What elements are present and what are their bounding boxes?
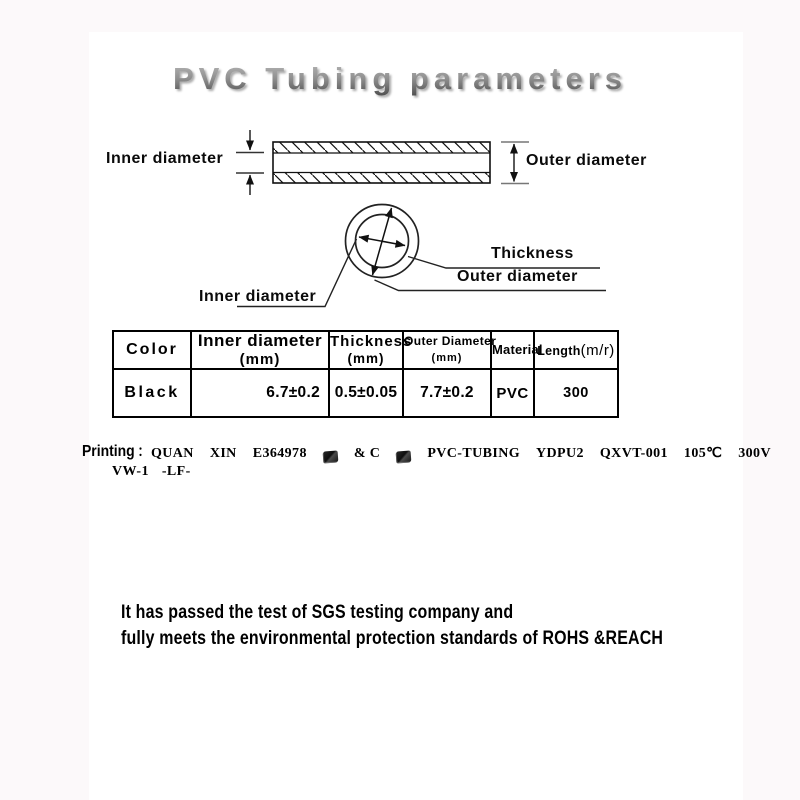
spec-table	[112, 330, 619, 418]
cross-section-inner-diameter-label: Inner diameter	[199, 288, 317, 305]
printing-token: XIN	[209, 446, 237, 461]
printing-token: PVC-TUBING	[427, 446, 520, 461]
spec-table-data-row	[113, 369, 618, 417]
spec-table-header-row	[113, 331, 618, 369]
printing-token: QUAN	[151, 446, 194, 461]
printing-text-line1	[151, 445, 771, 462]
ul-logo-icon	[322, 450, 338, 463]
printing-token: 300V	[738, 446, 771, 461]
cross-section-outer-diameter-label: Outer diameter	[457, 268, 578, 285]
header-outer-diameter: Outer Diameter (mm)	[403, 331, 491, 369]
cell-length: 300	[534, 369, 618, 417]
cell-thickness: 0.5±0.05	[329, 369, 403, 417]
certification-text	[121, 600, 663, 652]
cell-color: Black	[113, 369, 191, 417]
printing-token: QXVT-001	[599, 446, 668, 461]
header-inner-diameter: Inner diameter (mm)	[191, 331, 329, 369]
header-color: Color	[113, 331, 191, 369]
printing-token: 105℃	[683, 446, 723, 461]
cell-material: PVC	[491, 369, 534, 417]
printing-token: -LF-	[161, 464, 191, 479]
ul-logo-icon	[396, 450, 412, 463]
tube-outer-diameter-label: Outer diameter	[526, 152, 647, 169]
printing-token: E364978	[252, 446, 307, 461]
certification-line2: fully meets the environmental protection standards of ROHS &REACH	[121, 628, 664, 649]
cell-outer-diameter: 7.7±0.2	[403, 369, 491, 417]
header-thickness: Thickness (mm)	[329, 331, 403, 369]
printing-token: & C	[353, 446, 381, 461]
cell-inner-diameter: 6.7±0.2	[191, 369, 329, 417]
cross-section-thickness-label: Thickness	[491, 245, 574, 262]
printing-colon: ：	[137, 444, 151, 460]
printing-token: YDPU2	[536, 446, 584, 461]
printing-label: Printing ：	[82, 443, 151, 460]
page-title: PVC Tubing parameters	[0, 61, 800, 97]
printing-text-line2	[112, 464, 191, 480]
header-length: Length(m/r)	[534, 331, 618, 369]
header-material: Material	[491, 331, 534, 369]
certification-line1: It has passed the test of SGS testing company and	[121, 602, 514, 623]
printing-token: VW-1	[112, 464, 149, 479]
tube-inner-diameter-label: Inner diameter	[106, 150, 224, 167]
